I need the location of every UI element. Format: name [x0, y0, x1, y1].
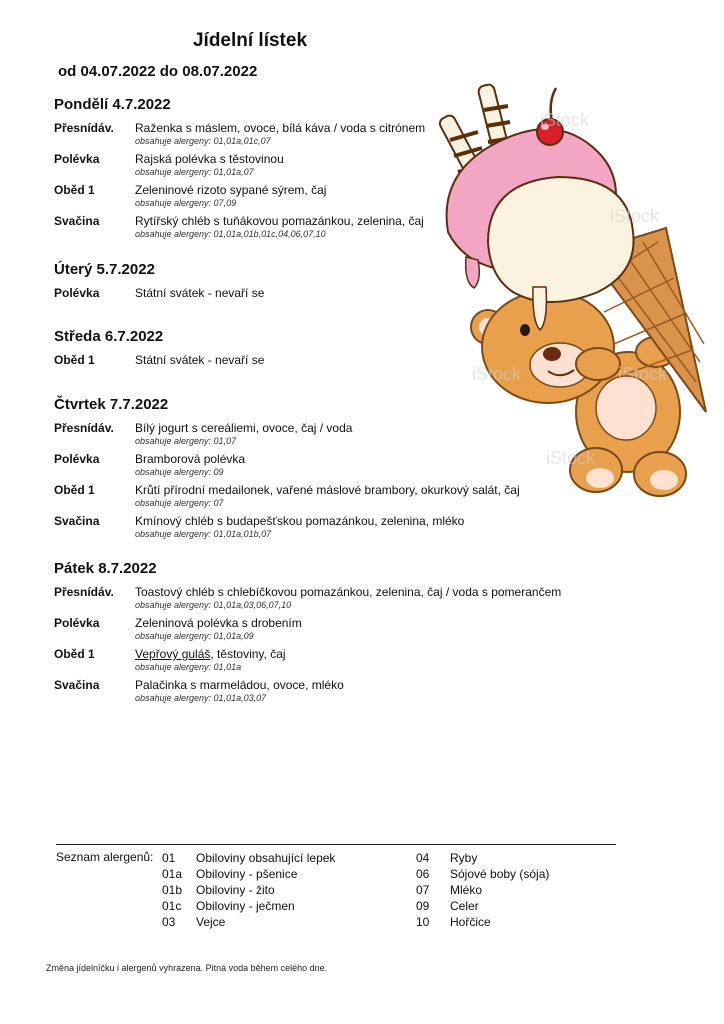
meal-text: Zeleninové rizoto sypané sýrem, čaj	[135, 183, 327, 197]
meal-label: Polévka	[54, 616, 100, 630]
legend-name: Obiloviny - žito	[196, 883, 275, 897]
legend-name: Obiloviny - pšenice	[196, 867, 298, 881]
menu-period: od 04.07.2022 do 08.07.2022	[58, 63, 258, 80]
legend-name: Mléko	[450, 883, 483, 897]
legend-code: 04	[416, 851, 430, 865]
legend-code: 03	[162, 915, 176, 929]
legend-code: 07	[416, 883, 430, 897]
legend-divider	[56, 844, 616, 845]
svg-text:iStock: iStock	[540, 110, 590, 130]
meal-label: Polévka	[54, 452, 100, 466]
meal-allergens: obsahuje alergeny: 01,01a,01b,07	[135, 529, 272, 539]
meal-row	[54, 514, 644, 545]
meal-label: Přesnídáv.	[54, 121, 114, 135]
svg-text:iStock: iStock	[610, 206, 660, 226]
legend-item	[416, 867, 549, 881]
legend-item	[416, 851, 477, 865]
legend-name: Obiloviny - ječmen	[196, 899, 295, 913]
meal-allergens: obsahuje alergeny: 07	[135, 498, 224, 508]
svg-text:iStock: iStock	[546, 448, 596, 468]
meal-label: Svačina	[54, 214, 100, 228]
meal-text	[135, 647, 286, 661]
legend-item	[162, 899, 295, 913]
legend-code: 09	[416, 899, 430, 913]
meal-text: Krůtí přírodní medailonek, vařené máslové brambory, okurkový salát, čaj	[135, 483, 520, 497]
meal-row	[54, 678, 644, 709]
meal-text: Bramborová polévka	[135, 452, 246, 466]
legend-name: Celer	[450, 899, 479, 913]
day-heading: Pátek 8.7.2022	[54, 560, 157, 577]
meal-text: Rytířský chléb s tuňákovou pomazánkou, zelenina, čaj	[135, 214, 424, 228]
legend-item	[416, 883, 482, 897]
menu-title: Jídelní lístek	[192, 30, 308, 51]
meal-allergens: obsahuje alergeny: 01,01a,07	[135, 167, 254, 177]
meal-label: Oběd 1	[54, 647, 95, 661]
legend-item	[162, 915, 225, 929]
meal-allergens: obsahuje alergeny: 01,07	[135, 436, 237, 446]
meal-allergens: obsahuje alergeny: 01,01a,03,07	[135, 693, 267, 703]
meal-row	[54, 585, 644, 616]
meal-text: Rajská polévka s těstovinou	[135, 152, 284, 166]
meal-row	[54, 616, 644, 647]
meal-label: Svačina	[54, 514, 100, 528]
svg-text:iStock: iStock	[618, 364, 668, 384]
legend-code: 01c	[162, 899, 182, 913]
meal-label: Přesnídáv.	[54, 421, 114, 435]
meal-allergens: obsahuje alergeny: 01,01a,09	[135, 631, 254, 641]
meal-text: Kmínový chléb s budapešťskou pomazánkou, zelenina, mléko	[135, 514, 465, 528]
day-heading: Pondělí 4.7.2022	[54, 96, 171, 113]
meal-text: Státní svátek - nevaří se	[135, 353, 265, 367]
day-heading: Středa 6.7.2022	[54, 328, 164, 345]
legend-item	[416, 899, 479, 913]
meal-allergens: obsahuje alergeny: 01,01a	[135, 662, 242, 672]
meal-text: Raženka s máslem, ovoce, bílá káva / voda s citrónem	[135, 121, 426, 135]
meal-text: Státní svátek - nevaří se	[135, 286, 265, 300]
legend-code: 01	[162, 851, 176, 865]
legend-code: 01b	[162, 883, 183, 897]
meal-label: Polévka	[54, 152, 100, 166]
legend-name: Ryby	[450, 851, 478, 865]
legend-item	[162, 851, 335, 865]
footer-note: Změna jídelníčku i alergenů vyhrazena. Pitná voda během celého dne.	[46, 963, 328, 973]
meal-text: Bílý jogurt s cereáliemi, ovoce, čaj / voda	[135, 421, 353, 435]
meal-label: Svačina	[54, 678, 100, 692]
legend-name: Vejce	[196, 915, 226, 929]
meal-text: Zeleninová polévka s drobením	[135, 616, 302, 630]
svg-text:iStock: iStock	[472, 364, 522, 384]
meal-label: Přesnídáv.	[54, 585, 114, 599]
meal-text: Palačinka s marmeládou, ovoce, mléko	[135, 678, 344, 692]
meal-allergens: obsahuje alergeny: 01,01a,03,06,07,10	[135, 600, 292, 610]
legend-name: Hořčice	[450, 915, 491, 929]
legend-item	[162, 867, 297, 881]
meal-allergens: obsahuje alergeny: 01,01a,01b,01c,04,06,07,10	[135, 229, 326, 239]
day-heading: Čtvrtek 7.7.2022	[54, 396, 169, 413]
day-heading: Úterý 5.7.2022	[54, 261, 155, 278]
legend-code: 01a	[162, 867, 183, 881]
legend-code: 10	[416, 915, 430, 929]
meal-label: Oběd 1	[54, 183, 95, 197]
meal-row	[54, 647, 644, 678]
meal-text: Toastový chléb s chlebíčkovou pomazánkou, zelenina, čaj / voda s pomerančem	[135, 585, 562, 599]
meal-label: Polévka	[54, 286, 100, 300]
meal-allergens: obsahuje alergeny: 01,01a,01c,07	[135, 136, 271, 146]
meal-allergens: obsahuje alergeny: 09	[135, 467, 224, 477]
legend-item	[416, 915, 491, 929]
legend-name: Obiloviny obsahující lepek	[196, 851, 336, 865]
legend-item	[162, 883, 275, 897]
legend-code: 06	[416, 867, 430, 881]
legend-name: Sójové boby (sója)	[450, 867, 550, 881]
legend-title: Seznam alergenů:	[56, 850, 154, 864]
day-friday	[54, 560, 644, 709]
meal-highlight: Vepřový guláš	[135, 647, 211, 661]
meal-text-rest: , těstoviny, čaj	[210, 647, 286, 661]
teddy-bear-ice-cream-illustration	[428, 82, 712, 512]
meal-label: Oběd 1	[54, 353, 95, 367]
meal-allergens: obsahuje alergeny: 07,09	[135, 198, 237, 208]
meal-label: Oběd 1	[54, 483, 95, 497]
ice-cream-scoops	[447, 129, 634, 330]
